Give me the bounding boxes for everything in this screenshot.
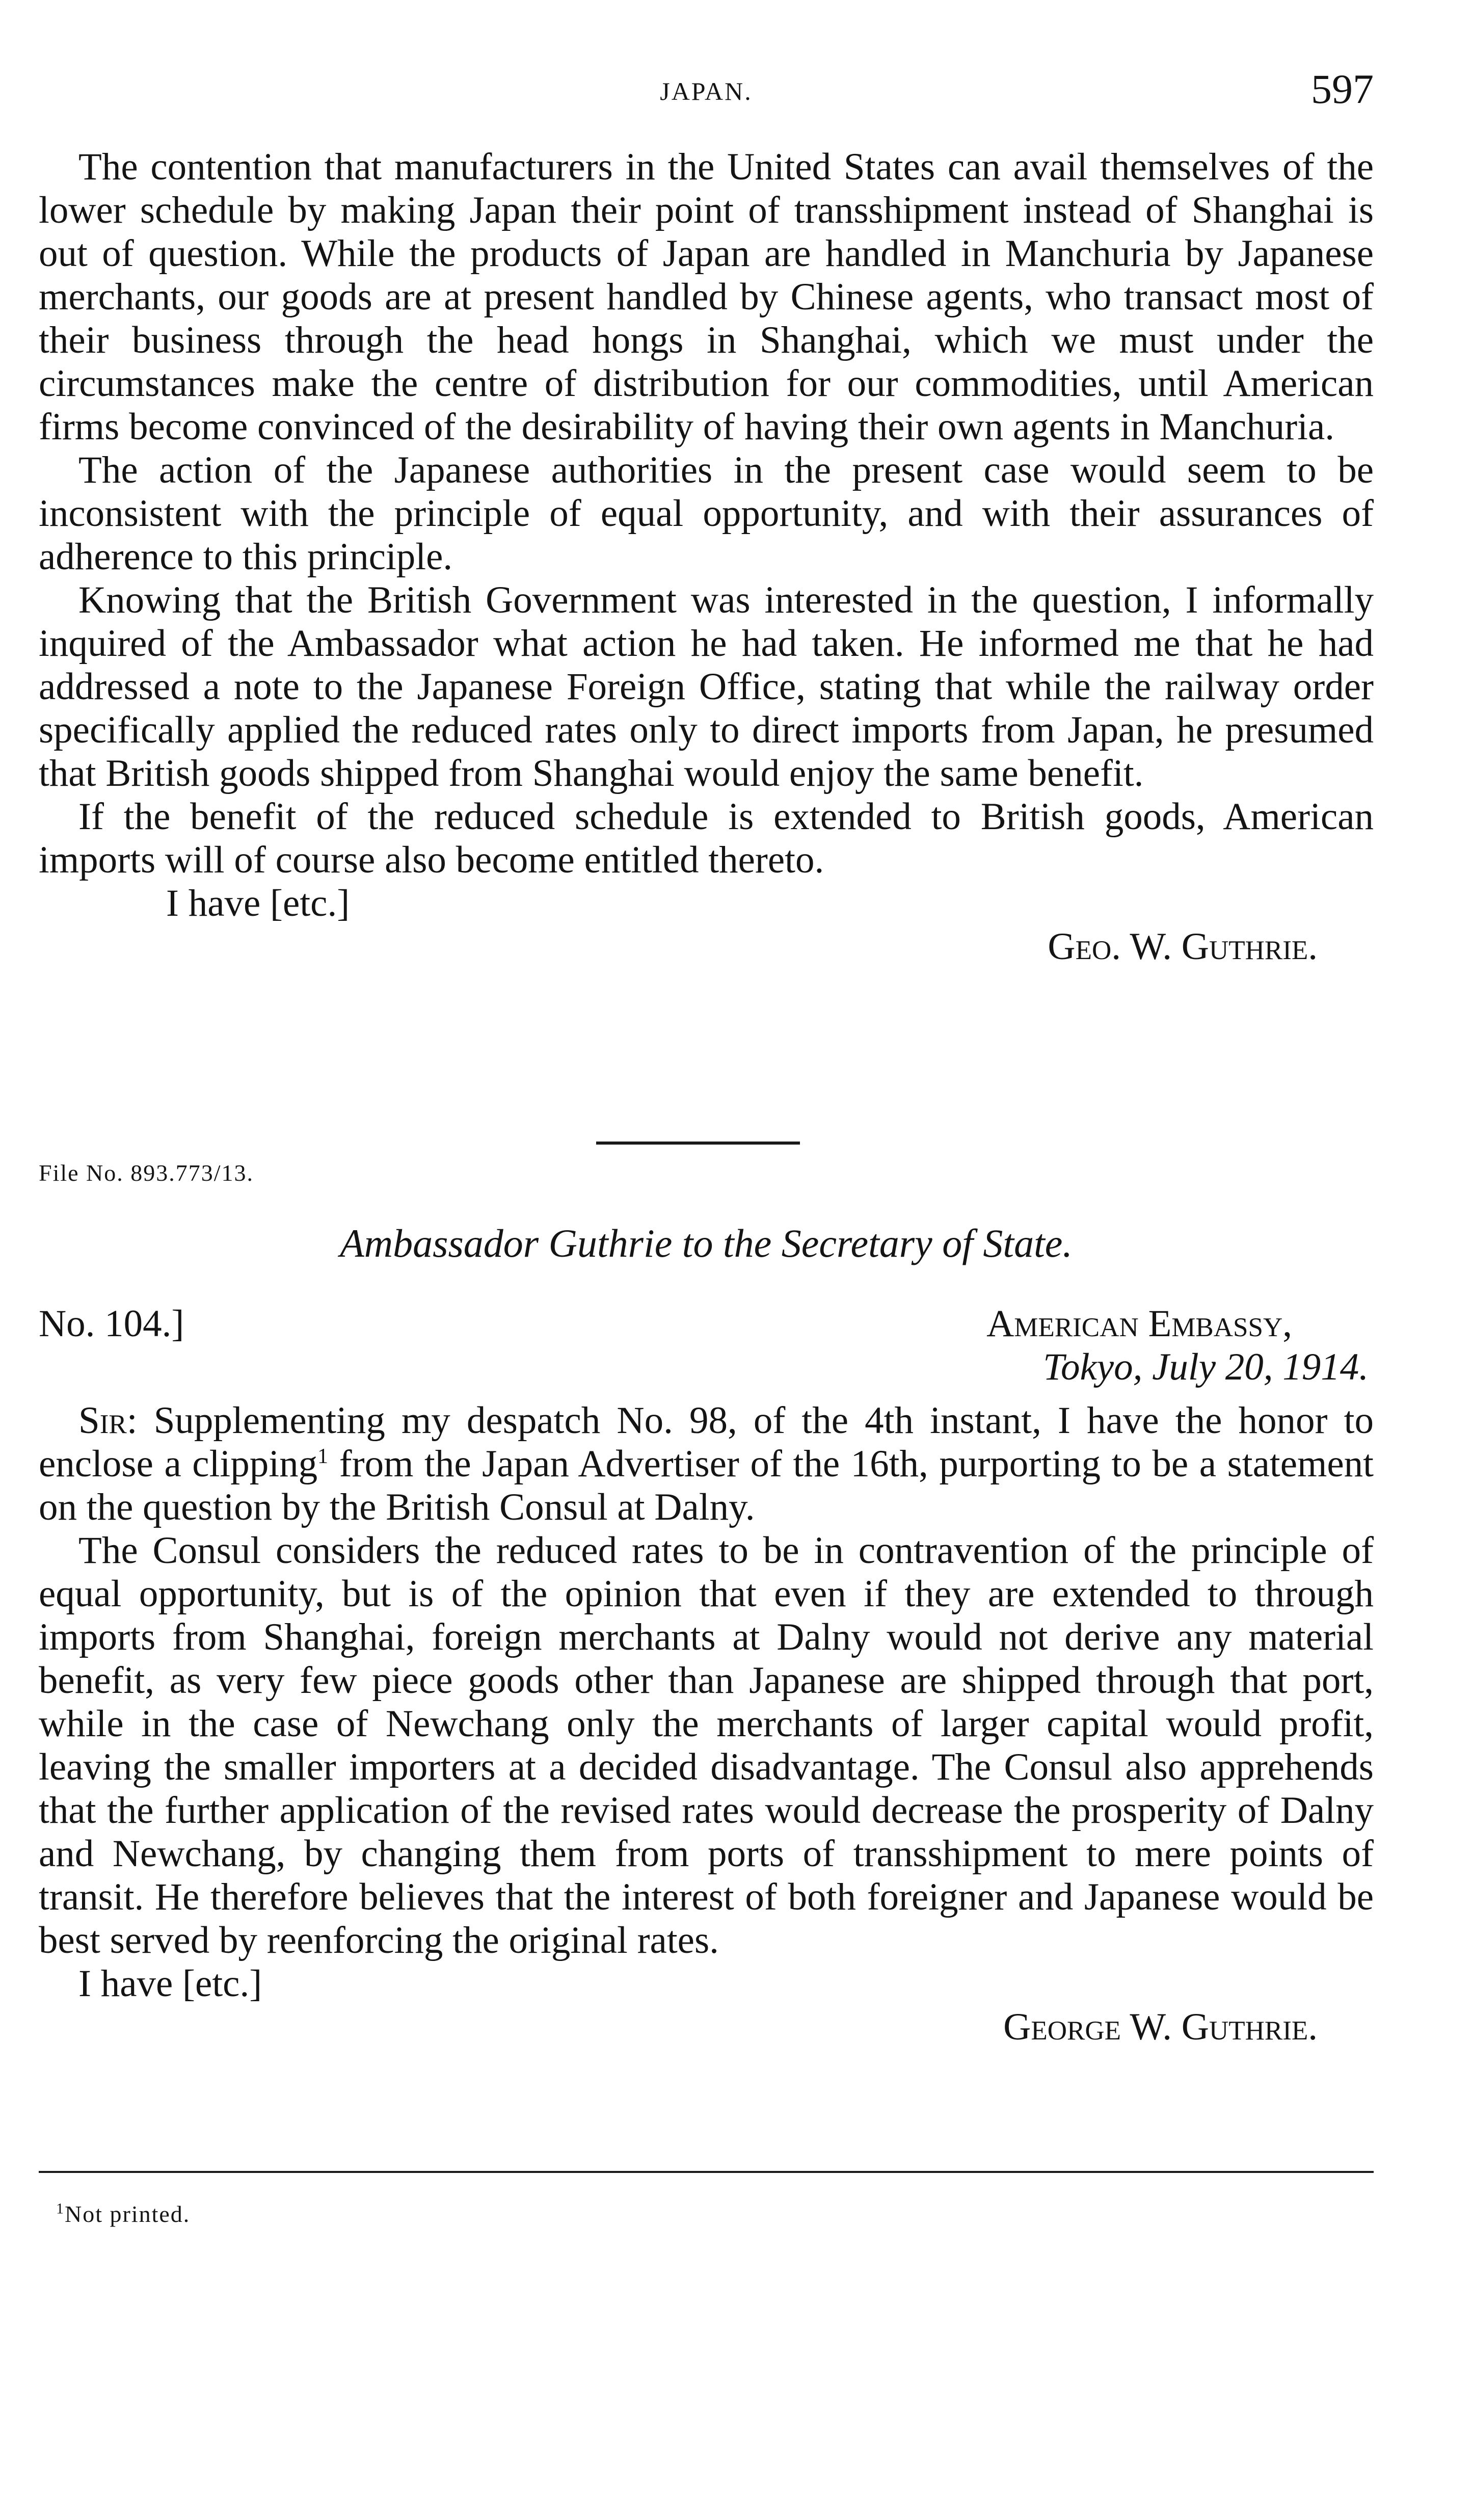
page-title: JAPAN. [660, 77, 753, 105]
footnote-text: Not printed. [65, 2201, 191, 2227]
letter-one-paragraph: If the benefit of the reduced schedule is extended to British goods, American imports will of course also become entitled thereto. [39, 795, 1374, 881]
dateline [39, 1302, 1374, 1399]
letter-two-paragraph: The Consul considers the reduced rates to be in contravention of the principle of equal opportunity, but is of the opinion that even if they are extended to through imports from Shanghai, foreign merchants at Dalny would not derive any material benefit, as very few piece goods other than Japanese are shipped through that port, while in the case of Newchang only the merchants of larger capital would profit, leaving the smaller importers at a decided disadvantage. The Consul also apprehends that the further application of the revised rates would decrease the prosperity of Dalny and Newchang, by changing them from ports of transshipment to mere points of transit. He therefore believes that the interest of both foreigner and Japanese would be best served by reenforcing the original rates. [39, 1529, 1374, 1961]
letter-one-paragraph: Knowing that the British Government was interested in the question, I informally inquired of the Ambassador what action he had taken. He informed me that he had addressed a note to the Japanese Foreign Office, stating that while the railway order specifically applied the reduced rates only to direct imports from Japan, he presumed that British goods shipped from Shanghai would enjoy the same benefit. [39, 579, 1374, 794]
footnote-mark: 1 [56, 2200, 65, 2217]
letter-two-closing: I have [etc.] [78, 1962, 262, 2005]
letter-two-signature: George W. Guthrie. [1003, 2006, 1318, 2048]
letter-one-closing: I have [etc.] [166, 882, 350, 924]
letter-two-body [39, 1399, 1374, 2049]
place-date: Tokyo, July 20, 1914. [1043, 1346, 1369, 1388]
paragraph-text: from the Japan Advertiser of the 16th, purporting to be a statement on the question by the British Consul at Dalny. [39, 1443, 1374, 1528]
file-number: File No. 893.773/13. [39, 1160, 254, 1186]
letter-one-paragraph: The action of the Japanese authorities in the present case would seem to be inconsistent with the principle of equal opportunity, and with their assurances of adherence to this principle. [39, 449, 1374, 578]
footnote [56, 2200, 190, 2227]
document-heading: Ambassador Guthrie to the Secretary of State. [340, 1221, 1073, 1265]
letter-one-body [39, 145, 1374, 968]
letter-two-paragraph [39, 1399, 1374, 1529]
section-divider [596, 1142, 800, 1145]
despatch-number: No. 104.] [39, 1303, 184, 1345]
page-number: 597 [1311, 66, 1374, 112]
letter-one-signature: Geo. W. Guthrie. [1048, 925, 1318, 968]
footnote-reference: 1 [317, 1445, 329, 1468]
sender-address: American Embassy, [986, 1303, 1292, 1345]
salutation: Sir: [78, 1399, 138, 1442]
footnote-rule [39, 2171, 1374, 2173]
paragraph-text: Supplementing my despatch No. 98, of the 4th instant, I have the honor to enclose a clipping [39, 1399, 1374, 1485]
letter-one-paragraph: The contention that manufacturers in the United States can avail themselves of the lower schedule by making Japan their point of transshipment instead of Shanghai is out of question. While the products of Japan are handled in Manchuria by Japanese merchants, our goods are at present handled by Chinese agents, who transact most of their business through the head hongs in Shanghai, which we must under the circumstances make the centre of distribution for our commodities, until American firms become convinced of the desirability of having their own agents in Manchuria. [39, 146, 1374, 448]
running-head [39, 65, 1374, 121]
